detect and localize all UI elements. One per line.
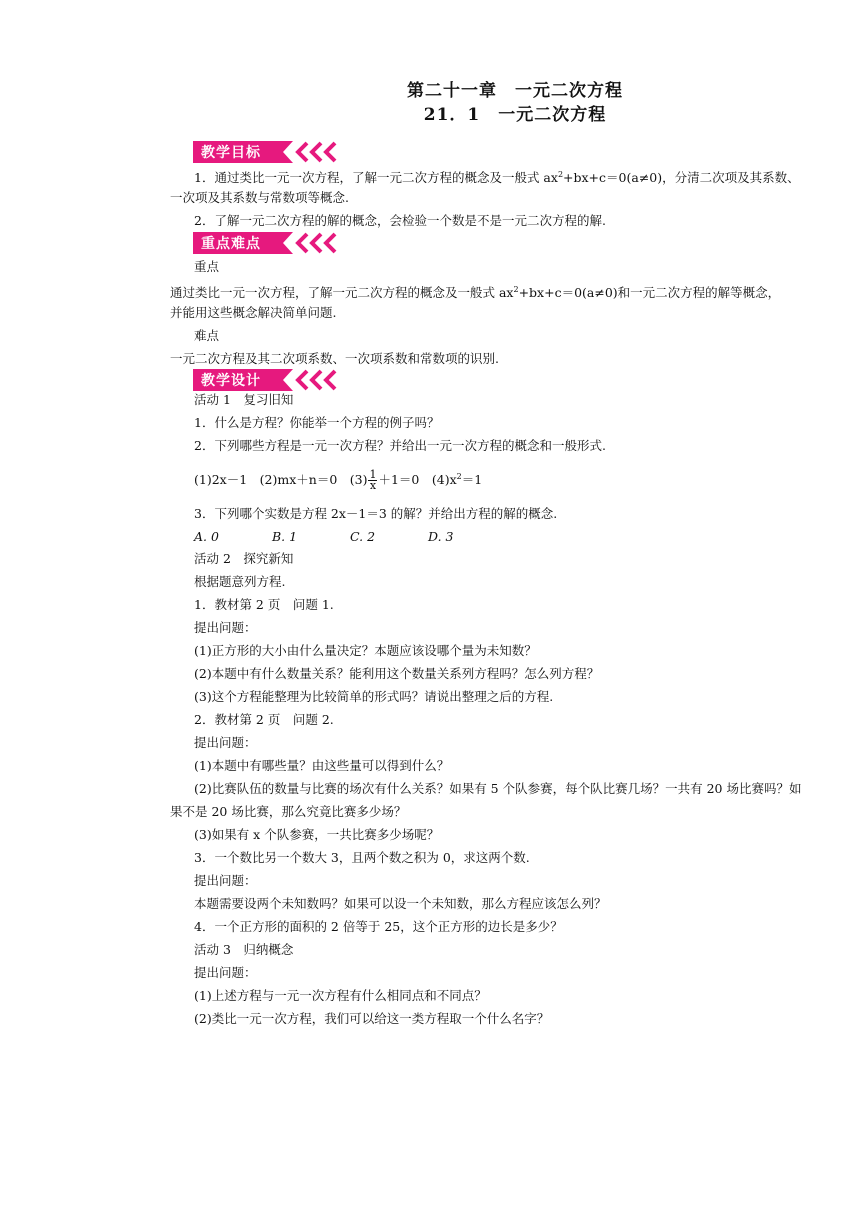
options-row bbox=[170, 527, 830, 547]
option-b: B. 1 bbox=[272, 529, 298, 544]
ask-label: 提出问题： bbox=[194, 735, 257, 750]
problem-2-q2-line-2: 果不是 20 场比赛，那么究竟比赛多少场？ bbox=[170, 804, 407, 819]
section-banner-design: 教学设计 bbox=[193, 369, 353, 391]
section-banner-keypoints: 重点难点 bbox=[193, 232, 353, 254]
activity-1-q1: 1．什么是方程？你能举一个方程的例子吗？ bbox=[194, 415, 440, 430]
chevron-arrows-icon bbox=[293, 141, 349, 163]
chevron-arrows-icon bbox=[293, 369, 349, 391]
activity-3-q2: (2)类比一元一次方程，我们可以给这一类方程取一个什么名字？ bbox=[194, 1011, 550, 1026]
problem-1: 1．教材第 2 页 问题 1. bbox=[194, 597, 334, 612]
option-c: C. 2 bbox=[350, 529, 376, 544]
problem-1-q3: (3)这个方程能整理为比较简单的形式吗？请说出整理之后的方程. bbox=[194, 689, 554, 704]
problem-4: 4．一个正方形的面积的 2 倍等于 25，这个正方形的边长是多少？ bbox=[194, 919, 563, 934]
option-a: A. 0 bbox=[194, 529, 219, 544]
problem-1-q2: (2)本题中有什么数量关系？能利用这个数量关系列方程吗？怎么列方程？ bbox=[194, 666, 600, 681]
problem-2-q2-line-1: (2)比赛队伍的数量与比赛的场次有什么关系？如果有 5 个队参赛，每个队比赛几场？一共有 20 场比赛吗？如 bbox=[194, 781, 802, 796]
fraction: $\frac{1}{x}$ bbox=[369, 468, 377, 493]
problem-2: 2．教材第 2 页 问题 2. bbox=[194, 712, 334, 727]
activity-2-heading: 活动 2 探究新知 bbox=[194, 551, 294, 566]
goal-1-line-2: 一次项及其系数与常数项等概念. bbox=[170, 190, 349, 205]
problem-1-q1: (1)正方形的大小由什么量决定？本题应该设哪个量为未知数？ bbox=[194, 643, 537, 658]
activity-3-q1: (1)上述方程与一元一次方程有什么相同点和不同点？ bbox=[194, 988, 487, 1003]
chevron-arrows-icon bbox=[293, 232, 349, 254]
problem-3-q: 本题需要设两个未知数吗？如果可以设一个未知数，那么方程应该怎么列？ bbox=[194, 896, 607, 911]
problem-2-q1: (1)本题中有哪些量？由这些量可以得到什么？ bbox=[194, 758, 450, 773]
ask-label: 提出问题： bbox=[194, 965, 257, 980]
problem-2-q3: (3)如果有 x 个队参赛，一共比赛多少场呢？ bbox=[194, 827, 440, 842]
goal-1-line-1: 1．通过类比一元一次方程，了解一元二次方程的概念及一般式 $ax^2+bx+c=0(a\ne 0)$，分清二次项及其系数、 bbox=[194, 170, 800, 186]
difficulty-line: 一元二次方程及其二次项系数、一次项系数和常数项的识别. bbox=[170, 351, 499, 366]
option-d: D. 3 bbox=[428, 529, 454, 544]
section-banner-goals: 教学目标 bbox=[193, 141, 353, 163]
section-title: 21．1 一元二次方程 bbox=[423, 105, 607, 125]
activity-2-intro: 根据题意列方程. bbox=[194, 574, 286, 589]
difficulty-heading: 难点 bbox=[194, 328, 220, 343]
ask-label: 提出问题： bbox=[194, 620, 257, 635]
activity-1-q3: 3．下列哪个实数是方程 2x－1＝3 的解？并给出方程的解的概念. bbox=[194, 506, 558, 521]
ask-label: 提出问题： bbox=[194, 873, 257, 888]
keypoint-heading: 重点 bbox=[194, 259, 220, 274]
activity-3-heading: 活动 3 归纳概念 bbox=[194, 942, 294, 957]
equation-list: (1)2x－1 (2)mx＋n＝0 (3) $\frac{1}{x}$ ＋1＝0 $(4)x^2=1$ bbox=[194, 468, 483, 493]
problem-3: 3．一个数比另一个数大 3，且两个数之积为 0，求这两个数. bbox=[194, 850, 530, 865]
keypoint-line-1: 通过类比一元一次方程，了解一元二次方程的概念及一般式 $ax^2+bx+c=0(a\ne 0)$和一元二次方程的解等概念， bbox=[170, 285, 781, 301]
activity-1-q2: 2．下列哪些方程是一元一次方程？并给出一元一次方程的概念和一般形式. bbox=[194, 438, 606, 453]
chapter-title: 第二十一章 一元二次方程 bbox=[407, 81, 623, 101]
activity-1-heading: 活动 1 复习旧知 bbox=[194, 392, 294, 407]
goal-2: 2．了解一元二次方程的解的概念，会检验一个数是不是一元二次方程的解. bbox=[194, 213, 606, 228]
keypoint-line-2: 并能用这些概念解决简单问题. bbox=[170, 305, 337, 320]
